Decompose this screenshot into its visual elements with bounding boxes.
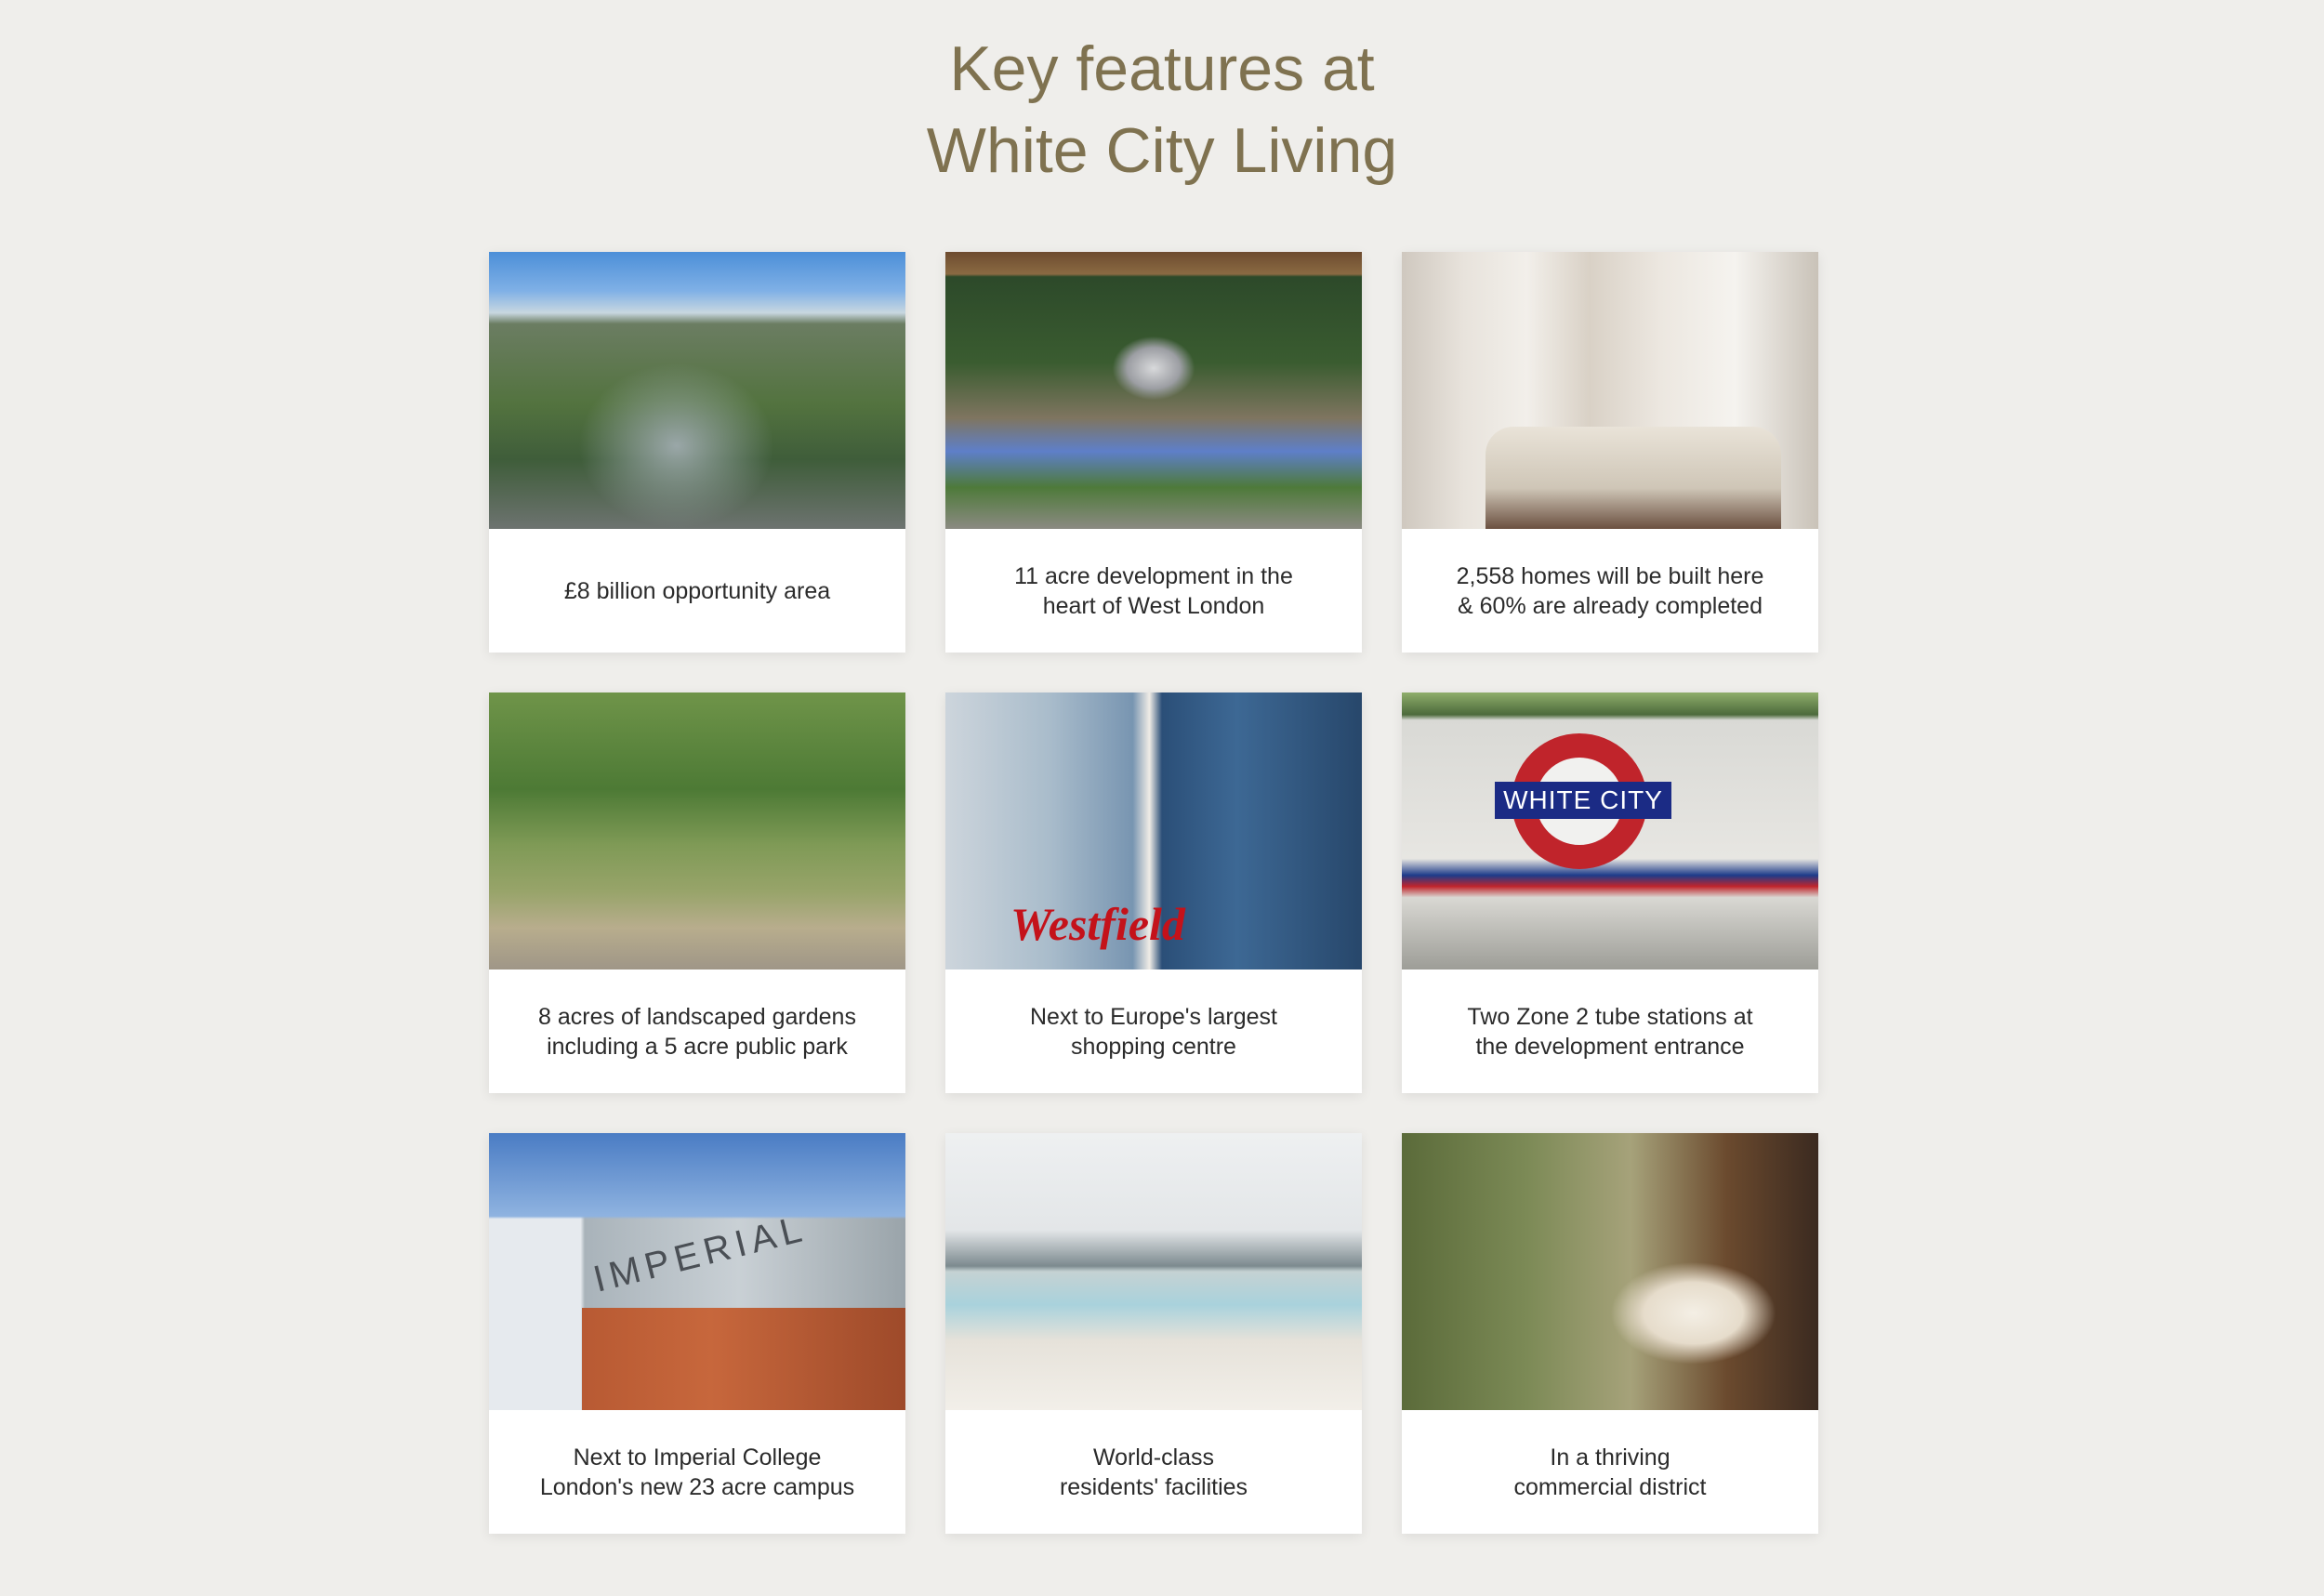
- page-title-line-1: Key features at: [949, 33, 1375, 104]
- imperial-college-image: [489, 1133, 905, 1410]
- feature-card-shopping: [945, 692, 1362, 1093]
- westfield-mall-image: [945, 692, 1362, 969]
- feature-card-facilities: [945, 1133, 1362, 1534]
- caption-line: Two Zone 2 tube stations at: [1467, 1003, 1753, 1030]
- caption-line: 8 acres of landscaped gardens: [538, 1003, 856, 1030]
- caption-line: the development entrance: [1475, 1033, 1745, 1060]
- features-grid: [489, 252, 1818, 1534]
- feature-caption: [1402, 529, 1818, 653]
- feature-caption: [489, 1410, 905, 1534]
- tube-station-image: [1402, 692, 1818, 969]
- feature-caption: [945, 969, 1362, 1093]
- feature-caption: [1402, 1410, 1818, 1534]
- cafe-terrace-image: [1402, 1133, 1818, 1410]
- garden-sculpture-image: [945, 252, 1362, 529]
- caption-line: residents' facilities: [1059, 1473, 1248, 1500]
- feature-card-development-size: [945, 252, 1362, 653]
- feature-caption: [1402, 969, 1818, 1093]
- feature-card-transport: [1402, 692, 1818, 1093]
- feature-card-opportunity-area: [489, 252, 905, 653]
- caption-line: £8 billion opportunity area: [563, 577, 831, 604]
- caption-line: 11 acre development in the: [1014, 562, 1293, 589]
- westfield-sign: Westfield: [1010, 898, 1185, 950]
- caption-line: World-class: [1092, 1444, 1215, 1471]
- feature-caption: [945, 529, 1362, 653]
- feature-caption: [489, 969, 905, 1093]
- feature-card-imperial: [489, 1133, 905, 1534]
- caption-line: & 60% are already completed: [1458, 592, 1763, 619]
- caption-line: In a thriving: [1550, 1444, 1670, 1471]
- station-name-sign: WHITE CITY: [1495, 782, 1671, 819]
- feature-card-homes: [1402, 252, 1818, 653]
- feature-card-commercial: [1402, 1133, 1818, 1534]
- landscaped-gardens-image: [489, 692, 905, 969]
- caption-line: shopping centre: [1071, 1033, 1236, 1060]
- caption-line: commercial district: [1513, 1473, 1707, 1500]
- caption-line: Next to Imperial College: [573, 1444, 822, 1471]
- page-title-line-2: White City Living: [926, 115, 1398, 186]
- rooftop-pool-image: [945, 1133, 1362, 1410]
- caption-line: Next to Europe's largest: [1029, 1003, 1277, 1030]
- feature-caption: [489, 529, 905, 653]
- feature-card-gardens: [489, 692, 905, 1093]
- caption-line: London's new 23 acre campus: [539, 1473, 855, 1500]
- feature-caption: [945, 1410, 1362, 1534]
- aerial-city-image: [489, 252, 905, 529]
- caption-line: including a 5 acre public park: [547, 1033, 848, 1060]
- page-title: [0, 28, 2324, 191]
- apartment-interior-image: [1402, 252, 1818, 529]
- caption-line: 2,558 homes will be built here: [1456, 562, 1764, 589]
- imperial-sign: IMPERIAL: [589, 1207, 812, 1300]
- caption-line: heart of West London: [1042, 592, 1265, 619]
